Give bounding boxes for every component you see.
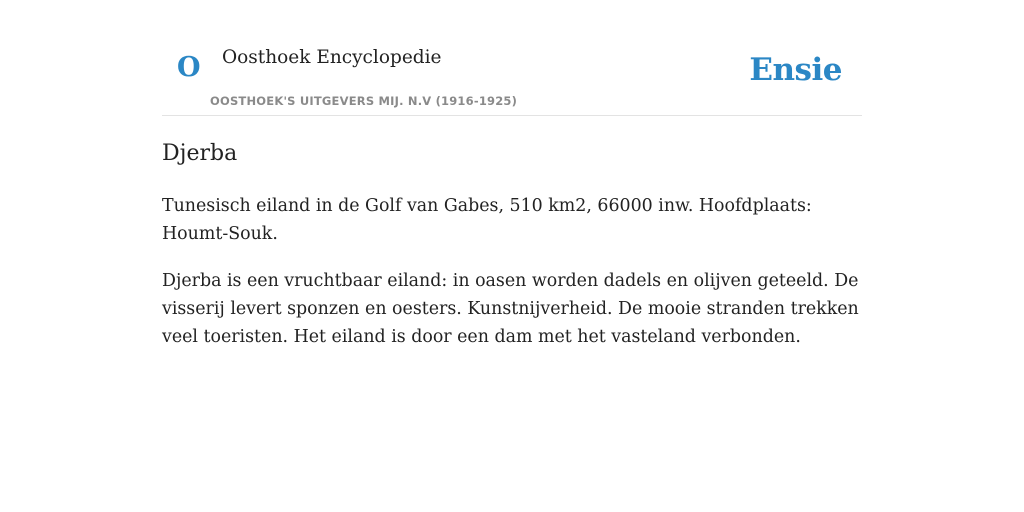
article-paragraph: Djerba is een vruchtbaar eiland: in oasen worden dadels en olijven geteeld. De visserij levert sponzen en oesters. Kunstnijverheid. De mooie stranden trekken veel toeristen. Het eiland is door een dam met het vasteland verbonden. (162, 271, 859, 347)
site-logo[interactable]: O (177, 52, 201, 83)
site-subtitle: OOSTHOEK'S UITGEVERS MIJ. N.V (1916-1925) (210, 94, 518, 108)
ensie-brand-link[interactable]: Ensie (749, 52, 842, 88)
site-header (162, 0, 862, 116)
site-title-link[interactable]: Oosthoek Encyclopedie (222, 47, 442, 68)
article-paragraph: Tunesisch eiland in de Golf van Gabes, 510 km2, 66000 inw. Hoofdplaats: Houmt-Souk. (162, 196, 812, 244)
article-title: Djerba (162, 141, 238, 166)
article (162, 138, 862, 351)
page-container (162, 0, 862, 347)
